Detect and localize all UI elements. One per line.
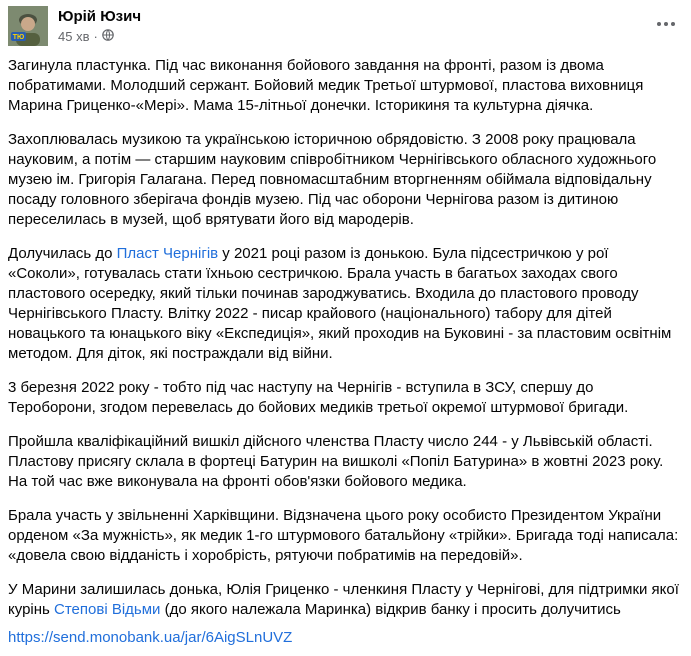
paragraph-4: 3 березня 2022 року - тобто під час наступу на Чернігів - вступила в ЗСУ, спершу до Тероборони, згодом перевелась до бойових медиків третьої окремої штурмової бригади.: [8, 379, 629, 416]
donation-url-paragraph: [8, 628, 684, 648]
dot-separator: ·: [93, 29, 98, 44]
paragraph-7-lead: У Марини залишилась донька, Юлія Гриценко - членкиня Пласту у Чернігові, для підтримки якої курінь: [8, 581, 679, 618]
paragraph-3: [8, 244, 684, 364]
avatar-photo: [8, 6, 48, 46]
paragraph-5: Пройшла кваліфікаційний вишкіл дійсного членства Пласту число 244 - у Львівській області. Пластову присягу склала в фортеці Батурин на вишколі «Попіл Батурина» в жовтні 2023 року. На той час вже виконувала на фронті обов'язки бойового медика.: [8, 433, 664, 490]
paragraph-7: [8, 580, 684, 620]
plast-chernihiv-link[interactable]: Пласт Чернігів: [116, 245, 219, 262]
avatar-badge-text: ТЮ: [12, 34, 25, 41]
post-header: [0, 0, 691, 52]
paragraph-6: Брала участь у звільненні Харківщини. Відзначена цього року особисто Президентом України орденом «За мужність», як медик 1-го штурмового батальйону «трійки». Бригада тоді написала: «довела свою відданість і хоробрість, рятуючи побратимів на передовій».: [8, 507, 679, 564]
paragraph-3-text: у 2021 році разом із донькою. Була підсестричкою у рої «Соколи», готувалась стати їхньою сестричкою. Брала участь в багатьох заходах свого пластового осередку, який тільки починав зароджуватись. Входила до пластового проводу Чернігівського Пласту. Влітку 2022 - писар крайового (національного) табору для дітей новацького та юнацького віку «Експедиція», який проходив на Буковині - за пластовим освітнім методом. Для діток, які постраждали від війни.: [8, 245, 672, 362]
avatar[interactable]: [8, 6, 48, 46]
globe-icon: [102, 29, 114, 44]
post-meta: [58, 29, 114, 44]
author-name[interactable]: Юрій Юзич: [58, 8, 142, 25]
donation-link[interactable]: https://send.monobank.ua/jar/6AigSLnUVZ: [8, 629, 293, 646]
paragraph-2: Захоплювалась музикою та українською історичною обрядовістю. З 2008 року працювала науковим, а потім — старшим науковим співробітником Чернігівського обласного художнього музею ім. Григорія Галагана. Перед повномасштабним вторгненням обіймала відповідальну посаду головного зберігача фондів музею. Під час оборони Чернігова разом із дитиною переселилась в музей, щоб врятувати його від мародерів.: [8, 131, 657, 228]
post-body: [8, 56, 684, 656]
post-time[interactable]: 45 хв: [58, 29, 90, 44]
paragraph-7-text: (до якого належала Маринка) відкрив банку і просить долучитись: [160, 601, 621, 618]
more-options-button[interactable]: [651, 10, 681, 36]
stepovi-vidmy-link[interactable]: Степові Відьми: [54, 601, 161, 618]
paragraph-1: Загинула пластунка. Під час виконання бойового завдання на фронті, разом із двома побратимами. Молодший сержант. Бойовий медик Третьої штурмової, пластова виховниця Марина Гриценко-«Мері». Мама 15-літньої донечки. Історикиня та культурна діячка.: [8, 57, 644, 114]
more-horizontal-icon: [656, 14, 676, 32]
paragraph-3-lead: Долучилась до: [8, 245, 117, 262]
